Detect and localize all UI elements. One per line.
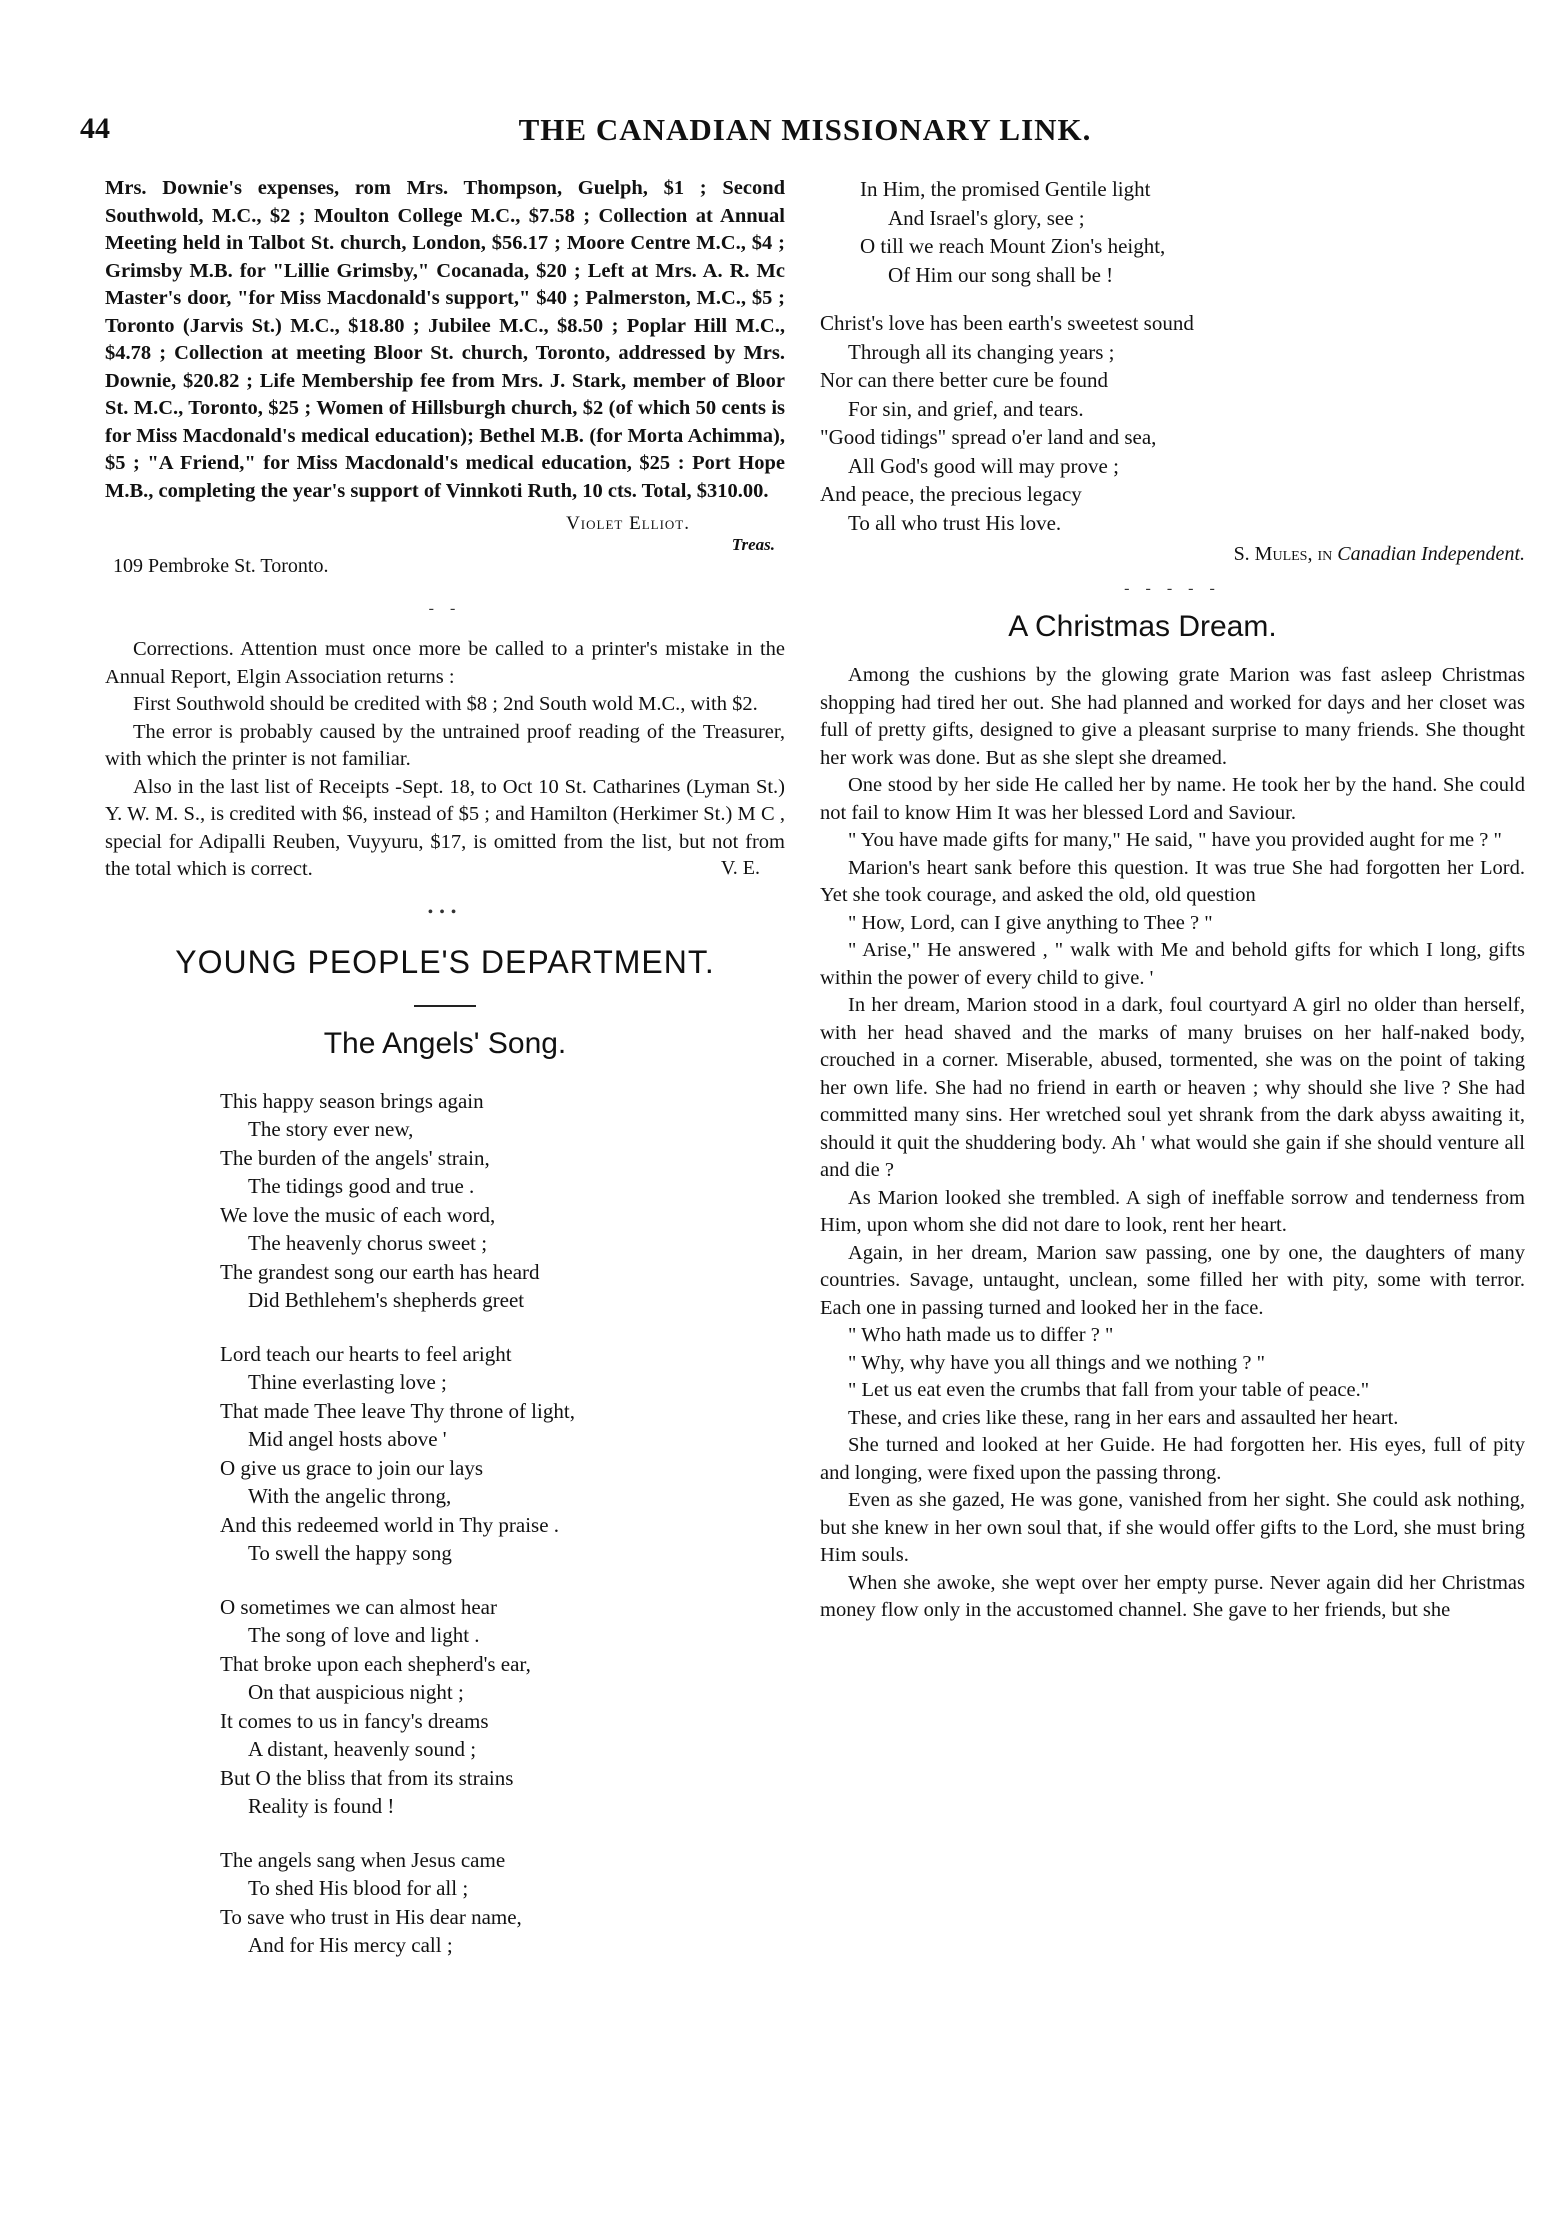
divider: - - - - - — [1124, 580, 1221, 597]
poem-line: The burden of the angels' strain, — [220, 1145, 490, 1170]
corrections-signature: V. E. — [720, 856, 760, 879]
ornament-divider: ••• — [427, 903, 463, 921]
attribution-author: S. Mules, in — [1233, 543, 1333, 565]
article-paragraph: " Arise," He answered , " walk with Me and behold gifts for which I long, gifts within the power of every child to give. ' — [820, 939, 1525, 989]
article-paragraph: These, and cries like these, rang in her ears and assaulted her heart. — [848, 1406, 1399, 1429]
poem-line: Through all its changing years ; — [848, 339, 1115, 364]
poem-line: To all who trust His love. — [848, 510, 1062, 535]
poem-line: To shed His blood for all ; — [248, 1876, 469, 1900]
corrections-notice — [105, 636, 785, 880]
poem-stanza — [820, 309, 1525, 537]
poem-line: O till we reach Mount Zion's height, — [860, 234, 1166, 258]
poem-line: Thine everlasting love ; — [248, 1370, 447, 1394]
poem-stanza — [220, 1593, 785, 1821]
article-paragraph: Among the cushions by the glowing grate Marion was fast asleep Christmas shopping had tired her out. She had planned and worked for days and her closet was full of pretty gifts, designed to give a pleasant surprise to many friends. She thought her work was done. But as she slept she dreamed. — [820, 664, 1525, 769]
poem-line: The grandest song our earth has heard — [220, 1259, 540, 1284]
article-paragraph: " Why, why have you all things and we nothing ? " — [848, 1351, 1265, 1374]
treasurer-signature: Violet Elliot. — [566, 513, 690, 534]
heading-rule — [414, 1005, 476, 1007]
right-column — [820, 175, 1525, 1625]
poem-stanza — [860, 175, 1525, 289]
page-header — [80, 112, 1530, 162]
article-paragraph: Marion's heart sank before this question. It was true She had forgotten her Lord. Yet she took courage, and asked the old, old question — [820, 856, 1525, 906]
poem-line: And peace, the precious legacy — [820, 482, 1082, 506]
poem-line: For sin, and grief, and tears. — [848, 396, 1084, 421]
poem-attribution — [820, 543, 1525, 566]
article-paragraph: " Who hath made us to differ ? " — [848, 1324, 1114, 1346]
journal-title: THE CANADIAN MISSIONARY LINK. — [518, 112, 1092, 147]
poem-line: The song of love and light . — [248, 1623, 480, 1647]
article-body — [820, 662, 1525, 1625]
poem-line: On that auspicious night ; — [248, 1680, 464, 1704]
article-paragraph: " You have made gifts for many," He said, " have you provided aught for me ? " — [848, 829, 1502, 851]
poem-line: Mid angel hosts above ' — [248, 1427, 447, 1451]
article-title: A Christmas Dream. — [1008, 610, 1277, 643]
poem-line: Of Him our song shall be ! — [888, 262, 1114, 287]
attribution-source: Canadian Independent. — [1337, 543, 1525, 565]
poem-line: The tidings good and true . — [248, 1174, 475, 1198]
poem-angels-song — [220, 1087, 785, 1960]
poem-line: We love the music of each word, — [220, 1202, 496, 1227]
poem-line: That broke upon each shepherd's ear, — [220, 1651, 531, 1676]
poem-line: And Israel's glory, see ; — [888, 205, 1085, 230]
poem-continued-stanza — [820, 309, 1525, 537]
treasurer-title: Treas. — [731, 535, 775, 554]
poem-continued — [860, 175, 1525, 289]
poem-line: "Good tidings" spread o'er land and sea, — [820, 425, 1157, 449]
treasurer-address: 109 Pembroke St. Toronto. — [113, 555, 329, 577]
poem-line: But O the bliss that from its strains — [220, 1765, 514, 1790]
poem-line: The story ever new, — [248, 1117, 414, 1141]
corrections-paragraph: Corrections. Attention must once more be called to a printer's mistake in the Annual Report, Elgin Association returns : — [105, 638, 785, 688]
poem-line: To swell the happy song — [248, 1541, 452, 1565]
article-paragraph: As Marion looked she trembled. A sigh of ineffable sorrow and tenderness from Him, upon whom she did not dare to look, rent her heart. — [820, 1186, 1525, 1236]
poem-line: With the angelic throng, — [248, 1484, 452, 1508]
poem-line: O sometimes we can almost hear — [220, 1594, 497, 1619]
poem-line: And this redeemed world in Thy praise . — [220, 1512, 560, 1537]
corrections-paragraph: The error is probably caused by the untrained proof reading of the Treasurer, with which the printer is not familiar. — [105, 720, 785, 770]
corrections-paragraph: Also in the last list of Receipts -Sept. 18, to Oct 10 St. Catharines (Lyman St.) Y. W. M. S., is credited with $6, instead of $5 ; and Hamilton (Herkimer St.) M C , special for Adipalli Reuben, Vuyyuru, $17, is omitted from the list, but not from the total which is correct. — [105, 775, 785, 880]
section-heading: YOUNG PEOPLE'S DEPARTMENT. — [175, 943, 715, 980]
divider: - - — [428, 600, 462, 617]
article-paragraph: When she awoke, she wept over her empty purse. Never again did her Christmas money flow only in the accustomed channel. She gave to her friends, but she — [820, 1571, 1525, 1621]
poem-line: This happy season brings again — [220, 1088, 484, 1113]
article-paragraph: " Let us eat even the crumbs that fall from your table of peace." — [848, 1379, 1370, 1401]
article-paragraph: One stood by her side He called her by name. He took her by the hand. She could not fail to know Him It was her blessed Lord and Saviour. — [820, 774, 1525, 824]
poem-line: To save who trust in His dear name, — [220, 1904, 522, 1929]
poem-line: The angels sang when Jesus came — [220, 1847, 506, 1872]
poem-line: In Him, the promised Gentile light — [860, 177, 1151, 201]
poem-stanza — [220, 1846, 785, 1960]
article-paragraph: In her dream, Marion stood in a dark, foul courtyard A girl no older than herself, with her head shaved and the marks of many bruises on her half-naked body, crouched in a corner. Miserable, abused, tormented, she was on the point of taking her own life. She had no friend in earth or heaven ; why should she live ? She had committed many sins. Her wretched soul yet shrank from the dark abyss awaiting it, should it quit the shuddering body. Ah ' what would she gain if she should venture all and die ? — [820, 994, 1525, 1181]
poem-line: Reality is found ! — [248, 1794, 395, 1818]
poem-line: Christ's love has been earth's sweetest sound — [820, 311, 1194, 335]
page-number: 44 — [80, 112, 110, 145]
article-paragraph: Again, in her dream, Marion saw passing, one by one, the daughters of many countries. Savage, untaught, unclean, some filled her with pity, some with terror. Each one in passing turned and looked her in the face. — [820, 1241, 1525, 1319]
poem-line: That made Thee leave Thy throne of light, — [220, 1398, 575, 1423]
article-paragraph: She turned and looked at her Guide. He had forgotten her. His eyes, full of pity and longing, were fixed upon the passing throng. — [820, 1434, 1525, 1484]
poem-line: Lord teach our hearts to feel aright — [220, 1341, 512, 1366]
poem-line: O give us grace to join our lays — [220, 1455, 484, 1480]
poem-stanza — [220, 1087, 785, 1315]
poem-line: The heavenly chorus sweet ; — [248, 1231, 488, 1255]
poem-stanza — [220, 1340, 785, 1568]
article-paragraph: " How, Lord, can I give anything to Thee ? " — [848, 911, 1213, 934]
corrections-paragraph: First Southwold should be credited with $8 ; 2nd South wold M.C., with $2. — [133, 693, 758, 715]
left-column — [105, 175, 785, 1985]
poem-line: It comes to us in fancy's dreams — [220, 1708, 489, 1733]
article-paragraph: Even as she gazed, He was gone, vanished from her sight. She could ask nothing, but she knew in her own soul that, if she would offer gifts to the Lord, she must bring Him souls. — [820, 1489, 1525, 1566]
receipts-list: Mrs. Downie's expenses, rom Mrs. Thompson, Guelph, $1 ; Second Southwold, M.C., $2 ; Moulton College M.C., $7.58 ; Collection at Annual Meeting held in Talbot St. church, London, $56.17 ; Moore Centre M.C., $4 ; Grimsby M.B. for "Lillie Grimsby," Cocanada, $20 ; Left at Mrs. A. R. Mc Master's door, "for Miss Macdonald's support," $40 ; Palmerston, M.C., $5 ; Toronto (Jarvis St.) M.C., $18.80 ; Jubilee M.C., $8.50 ; Poplar Hill M.C., $4.78 ; Collection at meeting Bloor St. church, Toronto, addressed by Mrs. Downie, $20.82 ; Life Membership fee from Mrs. J. Stark, member of Bloor St. M.C., Toronto, $25 ; Women of Hillsburgh church, $2 (of which 50 cents is for Miss Macdonald's medical education); Bethel M.B. (for Morta Achimma), $5 ; "A Friend," for Miss Macdonald's medical education, $25 : Port Hope M.B., completing the year's support of Vinnkoti Ruth, 10 cts. Total, $310.00. — [105, 177, 785, 502]
poem-line: Did Bethlehem's shepherds greet — [248, 1288, 525, 1312]
poem-line: A distant, heavenly sound ; — [248, 1737, 477, 1761]
poem-line: And for His mercy call ; — [248, 1933, 453, 1957]
poem-line: Nor can there better cure be found — [820, 368, 1109, 392]
poem-line: All God's good will may prove ; — [848, 453, 1119, 478]
poem-title: The Angels' Song. — [323, 1026, 567, 1060]
